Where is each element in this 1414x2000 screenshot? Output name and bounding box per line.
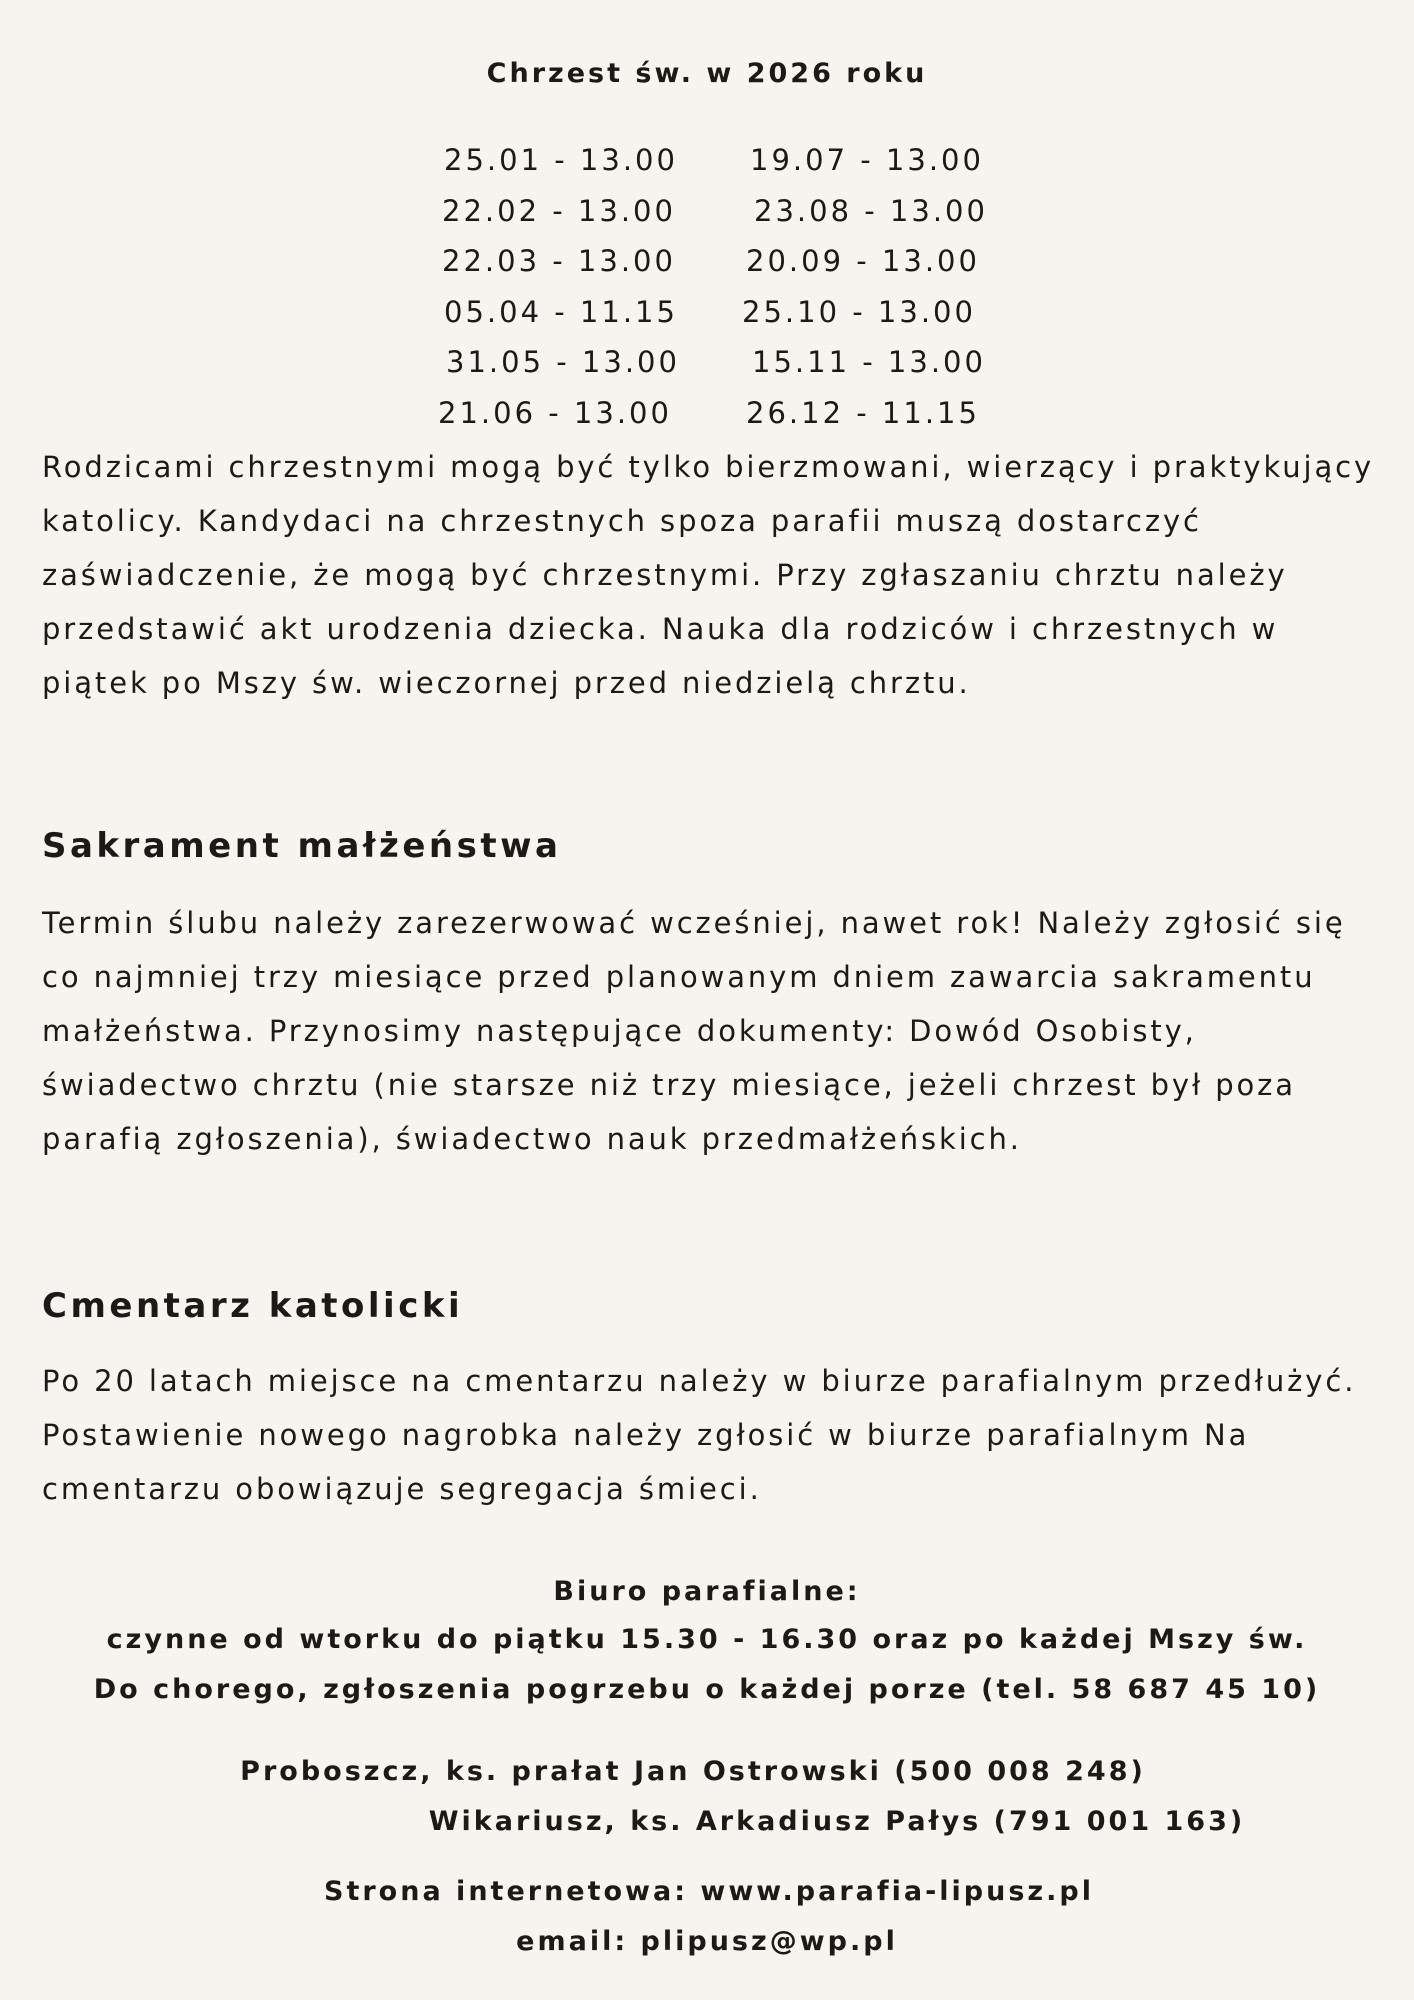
- date-left: 31.05 - 13.00: [446, 345, 680, 379]
- date-row: [420, 342, 1020, 393]
- marriage-heading: Sakrament małżeństwa: [42, 826, 562, 866]
- date-left: 25.01 - 13.00: [444, 143, 678, 177]
- baptism-text: Rodzicami chrzestnymi mogą być tylko bierzmowani, wierzący i praktykujący katolicy. Kandydaci na chrzestnych spoza parafii muszą dostarczyć zaświadczenie, że mogą być chrzestnymi. Przy zgłaszaniu chrztu należy przedstawić akt urodzenia dziecka. Nauka dla rodziców i chrzestnych w piątek po Mszy św. wieczornej przed niedzielą chrztu.: [42, 450, 1375, 700]
- cemetery-text: Po 20 latach miejsce na cmentarzu należy w biurze parafialnym przedłużyć. Postawienie nowego nagrobka należy zgłosić w biurze parafialnym Na cmentarzu obowiązuje segregacja śmieci.: [42, 1364, 1357, 1506]
- date-left: 21.06 - 13.00: [438, 395, 672, 430]
- vicar-contact: Wikariusz, ks. Arkadiusz Pałys (791 001 163): [428, 1806, 1246, 1837]
- baptism-title: Chrzest św. w 2026 roku: [486, 58, 928, 89]
- date-row: [420, 241, 1020, 292]
- date-right: 23.08 - 13.00: [754, 193, 988, 228]
- date-left: 05.04 - 11.15: [444, 294, 678, 329]
- cemetery-heading: Cmentarz katolicki: [42, 1286, 464, 1326]
- date-right: 26.12 - 11.15: [746, 395, 980, 430]
- email[interactable]: email: plipusz@wp.pl: [516, 1926, 898, 1957]
- date-row: [420, 191, 1020, 242]
- pastor-contact: Proboszcz, ks. prałat Jan Ostrowski (500 008 248): [240, 1756, 1146, 1787]
- date-right: 15.11 - 13.00: [752, 345, 986, 379]
- baptism-dates: [420, 140, 1020, 443]
- date-right: 20.09 - 13.00: [746, 244, 980, 278]
- office-title: Biuro parafialne:: [553, 1576, 861, 1607]
- marriage-text: Termin ślubu należy zarezerwować wcześniej, nawet rok! Należy zgłosić się co najmniej trzy miesiące przed planowanym dniem zawarcia sakramentu małżeństwa. Przynosimy następujące dokumenty: Dowód Osobisty, świadectwo chrztu (nie starsze niż trzy miesiące, jeżeli chrzest był poza parafią zgłoszenia), świadectwo nauk przedmałżeńskich.: [42, 906, 1346, 1156]
- date-row: [420, 292, 1020, 343]
- office-hours: czynne od wtorku do piątku 15.30 - 16.30 oraz po każdej Mszy św.: [106, 1624, 1308, 1655]
- date-row: [420, 140, 1020, 191]
- date-left: 22.03 - 13.00: [442, 244, 676, 278]
- website[interactable]: Strona internetowa: www.parafia-lipusz.pl: [324, 1876, 1094, 1907]
- date-right: 25.10 - 13.00: [742, 294, 976, 329]
- date-right: 19.07 - 13.00: [750, 143, 984, 177]
- date-row: [420, 393, 1020, 444]
- office-sick-calls: Do chorego, zgłoszenia pogrzebu o każdej porze (tel. 58 687 45 10): [93, 1674, 1321, 1705]
- date-left: 22.02 - 13.00: [442, 193, 676, 228]
